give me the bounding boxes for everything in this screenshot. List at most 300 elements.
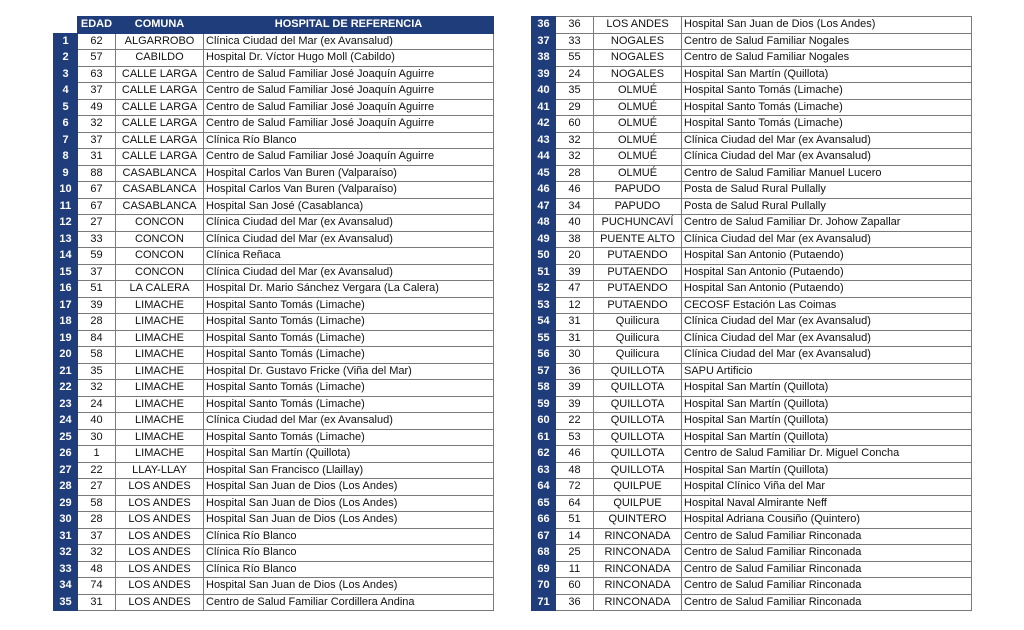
- comuna-cell: OLMUÉ: [594, 149, 682, 166]
- table-row: [54, 347, 494, 364]
- comuna-cell: CONCON: [116, 215, 204, 232]
- hospital-cell: Centro de Salud Familiar Nogales: [682, 33, 972, 50]
- table-row: [54, 99, 494, 116]
- comuna-cell: OLMUÉ: [594, 116, 682, 133]
- row-number: 38: [532, 50, 556, 67]
- comuna-cell: OLMUÉ: [594, 165, 682, 182]
- comuna-cell: Quilicura: [594, 330, 682, 347]
- hospital-cell: Centro de Salud Familiar Rinconada: [682, 578, 972, 595]
- edad-cell: 37: [78, 132, 116, 149]
- row-number: 7: [54, 132, 78, 149]
- edad-cell: 74: [78, 578, 116, 595]
- edad-cell: 27: [78, 479, 116, 496]
- edad-cell: 60: [556, 578, 594, 595]
- hospital-cell: Hospital Dr. Víctor Hugo Moll (Cabildo): [204, 50, 494, 67]
- row-number: 25: [54, 429, 78, 446]
- row-number: 37: [532, 33, 556, 50]
- row-number: 70: [532, 578, 556, 595]
- row-number: 47: [532, 198, 556, 215]
- edad-cell: 1: [78, 446, 116, 463]
- table-row: [54, 380, 494, 397]
- row-number: 4: [54, 83, 78, 100]
- edad-cell: 14: [556, 528, 594, 545]
- table-row: [532, 297, 972, 314]
- row-number: 12: [54, 215, 78, 232]
- comuna-cell: Quilicura: [594, 314, 682, 331]
- comuna-cell: CASABLANCA: [116, 198, 204, 215]
- edad-cell: 37: [78, 83, 116, 100]
- row-number: 44: [532, 149, 556, 166]
- table-row: [54, 33, 494, 50]
- hospital-cell: Hospital Santo Tomás (Limache): [682, 83, 972, 100]
- comuna-cell: CASABLANCA: [116, 182, 204, 199]
- header-comuna: COMUNA: [116, 17, 204, 34]
- row-number: 64: [532, 479, 556, 496]
- hospital-cell: Centro de Salud Familiar Rinconada: [682, 594, 972, 611]
- row-number: 43: [532, 132, 556, 149]
- comuna-cell: LA CALERA: [116, 281, 204, 298]
- edad-cell: 37: [78, 528, 116, 545]
- comuna-cell: PAPUDO: [594, 182, 682, 199]
- comuna-cell: ALGARROBO: [116, 33, 204, 50]
- table-row: [54, 248, 494, 265]
- edad-cell: 67: [78, 198, 116, 215]
- comuna-cell: PUTAENDO: [594, 264, 682, 281]
- table-row: [54, 495, 494, 512]
- table-row: [54, 264, 494, 281]
- hospital-cell: Hospital San Martín (Quillota): [682, 396, 972, 413]
- table-row: [532, 495, 972, 512]
- hospital-cell: Hospital Santo Tomás (Limache): [682, 99, 972, 116]
- hospital-cell: Hospital San Martín (Quillota): [682, 66, 972, 83]
- comuna-cell: RINCONADA: [594, 528, 682, 545]
- edad-cell: 35: [556, 83, 594, 100]
- hospital-cell: Clínica Ciudad del Mar (ex Avansalud): [682, 132, 972, 149]
- left-table-body: [54, 33, 494, 611]
- row-number: 50: [532, 248, 556, 265]
- row-number: 31: [54, 528, 78, 545]
- row-number: 59: [532, 396, 556, 413]
- row-number: 62: [532, 446, 556, 463]
- hospital-cell: Clínica Río Blanco: [204, 545, 494, 562]
- right-table: [531, 16, 972, 611]
- header-num: [54, 17, 78, 34]
- edad-cell: 63: [78, 66, 116, 83]
- table-row: [54, 528, 494, 545]
- row-number: 23: [54, 396, 78, 413]
- comuna-cell: CONCON: [116, 264, 204, 281]
- edad-cell: 29: [556, 99, 594, 116]
- edad-cell: 67: [78, 182, 116, 199]
- comuna-cell: RINCONADA: [594, 594, 682, 611]
- row-number: 66: [532, 512, 556, 529]
- table-row: [54, 132, 494, 149]
- table-row: [532, 99, 972, 116]
- row-number: 36: [532, 17, 556, 34]
- row-number: 11: [54, 198, 78, 215]
- table-row: [532, 512, 972, 529]
- row-number: 45: [532, 165, 556, 182]
- hospital-cell: Centro de Salud Familiar Nogales: [682, 50, 972, 67]
- hospital-cell: Hospital Santo Tomás (Limache): [204, 396, 494, 413]
- comuna-cell: CONCON: [116, 248, 204, 265]
- edad-cell: 27: [78, 215, 116, 232]
- hospital-cell: Hospital Dr. Gustavo Fricke (Viña del Mar): [204, 363, 494, 380]
- edad-cell: 51: [556, 512, 594, 529]
- table-row: [54, 198, 494, 215]
- comuna-cell: CALLE LARGA: [116, 83, 204, 100]
- table-row: [532, 594, 972, 611]
- hospital-cell: Centro de Salud Familiar Manuel Lucero: [682, 165, 972, 182]
- comuna-cell: LIMACHE: [116, 429, 204, 446]
- comuna-cell: OLMUÉ: [594, 99, 682, 116]
- hospital-cell: Hospital Santo Tomás (Limache): [204, 314, 494, 331]
- table-row: [532, 165, 972, 182]
- row-number: 28: [54, 479, 78, 496]
- comuna-cell: LIMACHE: [116, 347, 204, 364]
- comuna-cell: LIMACHE: [116, 314, 204, 331]
- row-number: 32: [54, 545, 78, 562]
- comuna-cell: LOS ANDES: [116, 578, 204, 595]
- hospital-cell: Clínica Río Blanco: [204, 561, 494, 578]
- hospital-cell: Hospital San Francisco (Llaillay): [204, 462, 494, 479]
- hospital-cell: Hospital San Martín (Quillota): [682, 380, 972, 397]
- table-row: [54, 66, 494, 83]
- table-row: [532, 182, 972, 199]
- comuna-cell: CALLE LARGA: [116, 132, 204, 149]
- hospital-cell: Hospital Clínico Viña del Mar: [682, 479, 972, 496]
- edad-cell: 32: [78, 545, 116, 562]
- hospital-cell: Centro de Salud Familiar Rinconada: [682, 545, 972, 562]
- row-number: 13: [54, 231, 78, 248]
- table-row: [54, 215, 494, 232]
- table-row: [532, 561, 972, 578]
- table-row: [54, 182, 494, 199]
- edad-cell: 38: [556, 231, 594, 248]
- table-row: [54, 594, 494, 611]
- comuna-cell: LIMACHE: [116, 446, 204, 463]
- comuna-cell: LOS ANDES: [116, 495, 204, 512]
- comuna-cell: RINCONADA: [594, 561, 682, 578]
- comuna-cell: LOS ANDES: [594, 17, 682, 34]
- table-row: [54, 314, 494, 331]
- row-number: 17: [54, 297, 78, 314]
- hospital-cell: Clínica Ciudad del Mar (ex Avansalud): [204, 215, 494, 232]
- row-number: 68: [532, 545, 556, 562]
- left-table: [53, 16, 494, 611]
- comuna-cell: PUENTE ALTO: [594, 231, 682, 248]
- row-number: 60: [532, 413, 556, 430]
- comuna-cell: NOGALES: [594, 66, 682, 83]
- row-number: 34: [54, 578, 78, 595]
- comuna-cell: QUINTERO: [594, 512, 682, 529]
- hospital-cell: Hospital Santo Tomás (Limache): [204, 330, 494, 347]
- table-row: [532, 413, 972, 430]
- table-row: [532, 330, 972, 347]
- hospital-cell: CECOSF Estación Las Coimas: [682, 297, 972, 314]
- row-number: 33: [54, 561, 78, 578]
- edad-cell: 32: [556, 149, 594, 166]
- row-number: 61: [532, 429, 556, 446]
- hospital-cell: Clínica Río Blanco: [204, 528, 494, 545]
- comuna-cell: CONCON: [116, 231, 204, 248]
- hospital-cell: Centro de Salud Familiar José Joaquín Aguirre: [204, 99, 494, 116]
- row-number: 10: [54, 182, 78, 199]
- edad-cell: 51: [78, 281, 116, 298]
- hospital-cell: Hospital San Antonio (Putaendo): [682, 248, 972, 265]
- edad-cell: 35: [78, 363, 116, 380]
- row-number: 16: [54, 281, 78, 298]
- table-row: [532, 380, 972, 397]
- hospital-cell: SAPU Artificio: [682, 363, 972, 380]
- hospital-cell: Hospital Santo Tomás (Limache): [204, 380, 494, 397]
- comuna-cell: LIMACHE: [116, 380, 204, 397]
- edad-cell: 24: [556, 66, 594, 83]
- table-row: [532, 33, 972, 50]
- table-row: [532, 545, 972, 562]
- comuna-cell: QUILPUE: [594, 479, 682, 496]
- table-row: [532, 66, 972, 83]
- hospital-cell: Hospital Santo Tomás (Limache): [682, 116, 972, 133]
- table-row: [54, 297, 494, 314]
- table-row: [54, 446, 494, 463]
- edad-cell: 47: [556, 281, 594, 298]
- comuna-cell: QUILLOTA: [594, 380, 682, 397]
- edad-cell: 31: [78, 149, 116, 166]
- table-row: [532, 50, 972, 67]
- comuna-cell: CABILDO: [116, 50, 204, 67]
- hospital-cell: Posta de Salud Rural Pullally: [682, 182, 972, 199]
- comuna-cell: QUILPUE: [594, 495, 682, 512]
- comuna-cell: PUCHUNCAVÍ: [594, 215, 682, 232]
- hospital-cell: Centro de Salud Familiar José Joaquín Aguirre: [204, 116, 494, 133]
- comuna-cell: QUILLOTA: [594, 396, 682, 413]
- row-number: 6: [54, 116, 78, 133]
- edad-cell: 58: [78, 495, 116, 512]
- edad-cell: 31: [556, 330, 594, 347]
- table-row: [532, 446, 972, 463]
- table-row: [54, 165, 494, 182]
- row-number: 56: [532, 347, 556, 364]
- row-number: 22: [54, 380, 78, 397]
- edad-cell: 60: [556, 116, 594, 133]
- table-row: [54, 116, 494, 133]
- hospital-cell: Clínica Ciudad del Mar (ex Avansalud): [204, 413, 494, 430]
- hospital-cell: Hospital San Juan de Dios (Los Andes): [204, 512, 494, 529]
- hospital-cell: Clínica Ciudad del Mar (ex Avansalud): [682, 231, 972, 248]
- row-number: 46: [532, 182, 556, 199]
- edad-cell: 32: [78, 116, 116, 133]
- row-number: 18: [54, 314, 78, 331]
- table-row: [532, 83, 972, 100]
- comuna-cell: OLMUÉ: [594, 83, 682, 100]
- comuna-cell: QUILLOTA: [594, 446, 682, 463]
- comuna-cell: QUILLOTA: [594, 363, 682, 380]
- hospital-cell: Hospital Santo Tomás (Limache): [204, 429, 494, 446]
- table-row: [54, 330, 494, 347]
- edad-cell: 31: [78, 594, 116, 611]
- hospital-cell: Hospital San Antonio (Putaendo): [682, 281, 972, 298]
- edad-cell: 39: [78, 297, 116, 314]
- comuna-cell: QUILLOTA: [594, 413, 682, 430]
- row-number: 39: [532, 66, 556, 83]
- edad-cell: 88: [78, 165, 116, 182]
- table-row: [54, 429, 494, 446]
- hospital-cell: Hospital San Juan de Dios (Los Andes): [204, 479, 494, 496]
- edad-cell: 33: [78, 231, 116, 248]
- table-row: [54, 462, 494, 479]
- edad-cell: 11: [556, 561, 594, 578]
- hospital-cell: Hospital San Juan de Dios (Los Andes): [204, 495, 494, 512]
- comuna-cell: OLMUÉ: [594, 132, 682, 149]
- table-row: [54, 561, 494, 578]
- comuna-cell: LIMACHE: [116, 297, 204, 314]
- edad-cell: 58: [78, 347, 116, 364]
- row-number: 69: [532, 561, 556, 578]
- hospital-cell: Centro de Salud Familiar Rinconada: [682, 528, 972, 545]
- row-number: 2: [54, 50, 78, 67]
- edad-cell: 39: [556, 380, 594, 397]
- table-row: [532, 314, 972, 331]
- hospital-cell: Hospital Santo Tomás (Limache): [204, 347, 494, 364]
- hospital-cell: Centro de Salud Familiar Dr. Miguel Concha: [682, 446, 972, 463]
- row-number: 27: [54, 462, 78, 479]
- row-number: 14: [54, 248, 78, 265]
- table-row: [532, 17, 972, 34]
- comuna-cell: LIMACHE: [116, 413, 204, 430]
- row-number: 8: [54, 149, 78, 166]
- comuna-cell: CASABLANCA: [116, 165, 204, 182]
- table-row: [54, 50, 494, 67]
- header-edad: EDAD: [78, 17, 116, 34]
- table-row: [532, 578, 972, 595]
- row-number: 53: [532, 297, 556, 314]
- table-row: [532, 215, 972, 232]
- table-row: [532, 149, 972, 166]
- row-number: 26: [54, 446, 78, 463]
- comuna-cell: PUTAENDO: [594, 281, 682, 298]
- edad-cell: 40: [78, 413, 116, 430]
- edad-cell: 20: [556, 248, 594, 265]
- comuna-cell: CALLE LARGA: [116, 99, 204, 116]
- comuna-cell: LOS ANDES: [116, 479, 204, 496]
- hospital-cell: Centro de Salud Familiar José Joaquín Aguirre: [204, 149, 494, 166]
- table-row: [54, 363, 494, 380]
- comuna-cell: LLAY-LLAY: [116, 462, 204, 479]
- row-number: 15: [54, 264, 78, 281]
- table-row: [54, 512, 494, 529]
- left-header-row: [54, 17, 494, 34]
- table-row: [54, 578, 494, 595]
- table-row: [54, 396, 494, 413]
- hospital-cell: Clínica Ciudad del Mar (ex Avansalud): [204, 264, 494, 281]
- row-number: 51: [532, 264, 556, 281]
- comuna-cell: RINCONADA: [594, 545, 682, 562]
- edad-cell: 40: [556, 215, 594, 232]
- table-row: [532, 462, 972, 479]
- edad-cell: 31: [556, 314, 594, 331]
- hospital-cell: Hospital San Antonio (Putaendo): [682, 264, 972, 281]
- hospital-cell: Clínica Ciudad del Mar (ex Avansalud): [682, 314, 972, 331]
- hospital-cell: Hospital San José (Casablanca): [204, 198, 494, 215]
- edad-cell: 49: [78, 99, 116, 116]
- row-number: 52: [532, 281, 556, 298]
- row-number: 3: [54, 66, 78, 83]
- hospital-cell: Clínica Río Blanco: [204, 132, 494, 149]
- row-number: 40: [532, 83, 556, 100]
- edad-cell: 34: [556, 198, 594, 215]
- comuna-cell: LOS ANDES: [116, 512, 204, 529]
- hospital-cell: Hospital San Martín (Quillota): [682, 429, 972, 446]
- edad-cell: 46: [556, 446, 594, 463]
- table-row: [532, 231, 972, 248]
- table-row: [532, 429, 972, 446]
- row-number: 48: [532, 215, 556, 232]
- row-number: 54: [532, 314, 556, 331]
- hospital-cell: Hospital San Juan de Dios (Los Andes): [204, 578, 494, 595]
- hospital-cell: Hospital Santo Tomás (Limache): [204, 297, 494, 314]
- edad-cell: 22: [556, 413, 594, 430]
- edad-cell: 36: [556, 363, 594, 380]
- table-row: [532, 198, 972, 215]
- edad-cell: 33: [556, 33, 594, 50]
- comuna-cell: RINCONADA: [594, 578, 682, 595]
- edad-cell: 57: [78, 50, 116, 67]
- edad-cell: 84: [78, 330, 116, 347]
- row-number: 67: [532, 528, 556, 545]
- row-number: 19: [54, 330, 78, 347]
- hospital-cell: Posta de Salud Rural Pullally: [682, 198, 972, 215]
- comuna-cell: CALLE LARGA: [116, 66, 204, 83]
- hospital-cell: Clínica Ciudad del Mar (ex Avansalud): [682, 330, 972, 347]
- row-number: 35: [54, 594, 78, 611]
- edad-cell: 59: [78, 248, 116, 265]
- table-row: [532, 132, 972, 149]
- table-row: [532, 363, 972, 380]
- edad-cell: 30: [556, 347, 594, 364]
- row-number: 41: [532, 99, 556, 116]
- edad-cell: 39: [556, 396, 594, 413]
- hospital-cell: Hospital San Martín (Quillota): [682, 413, 972, 430]
- comuna-cell: LOS ANDES: [116, 594, 204, 611]
- table-row: [532, 479, 972, 496]
- comuna-cell: PUTAENDO: [594, 297, 682, 314]
- row-number: 71: [532, 594, 556, 611]
- comuna-cell: LIMACHE: [116, 396, 204, 413]
- table-row: [54, 413, 494, 430]
- edad-cell: 25: [556, 545, 594, 562]
- edad-cell: 48: [78, 561, 116, 578]
- edad-cell: 64: [556, 495, 594, 512]
- comuna-cell: NOGALES: [594, 33, 682, 50]
- hospital-cell: Centro de Salud Familiar José Joaquín Aguirre: [204, 83, 494, 100]
- row-number: 1: [54, 33, 78, 50]
- comuna-cell: LOS ANDES: [116, 545, 204, 562]
- row-number: 20: [54, 347, 78, 364]
- edad-cell: 30: [78, 429, 116, 446]
- edad-cell: 28: [78, 512, 116, 529]
- edad-cell: 32: [78, 380, 116, 397]
- hospital-cell: Clínica Ciudad del Mar (ex Avansalud): [682, 347, 972, 364]
- hospital-cell: Hospital Dr. Mario Sánchez Vergara (La Calera): [204, 281, 494, 298]
- comuna-cell: LIMACHE: [116, 363, 204, 380]
- comuna-cell: PAPUDO: [594, 198, 682, 215]
- table-row: [532, 347, 972, 364]
- hospital-cell: Hospital Carlos Van Buren (Valparaíso): [204, 182, 494, 199]
- hospital-cell: Clínica Ciudad del Mar (ex Avansalud): [204, 33, 494, 50]
- row-number: 57: [532, 363, 556, 380]
- table-row: [532, 281, 972, 298]
